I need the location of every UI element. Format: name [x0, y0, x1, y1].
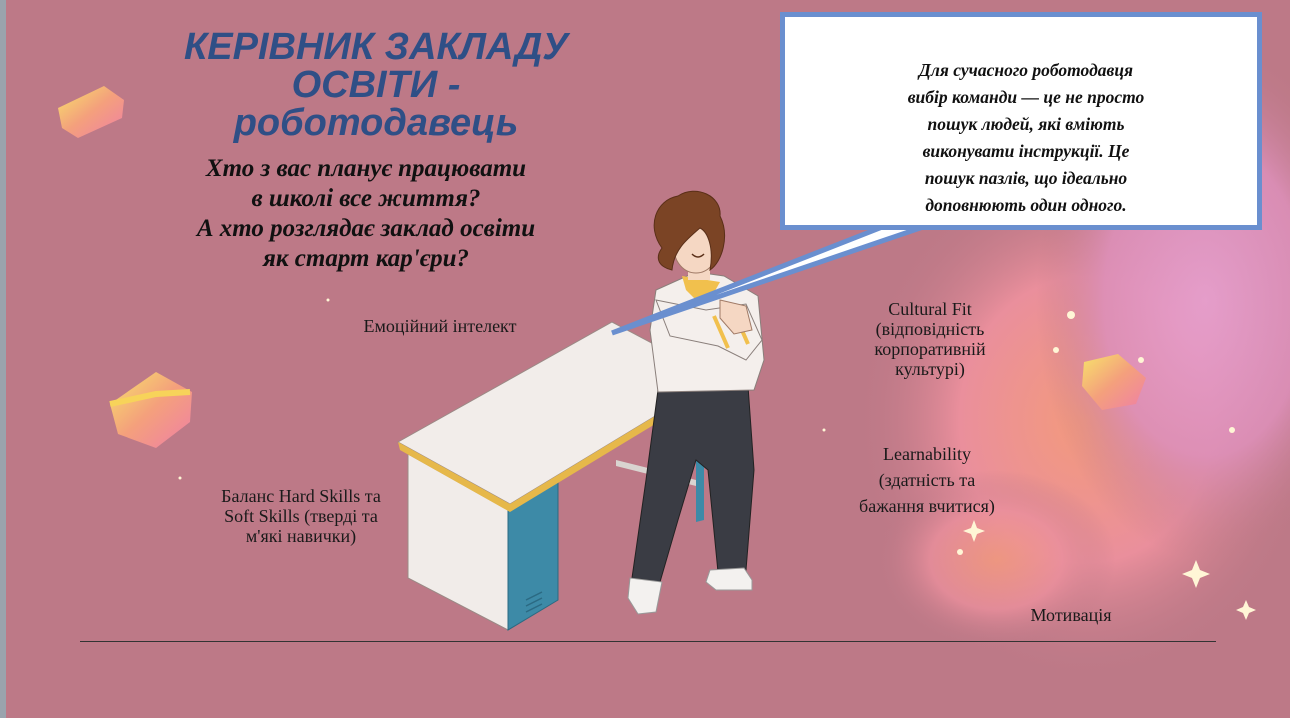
- bottom-divider: [80, 641, 1216, 642]
- presentation-slide: [6, 0, 1290, 718]
- callout-line: виконувати інструкції. Це: [922, 141, 1130, 161]
- question-line: як старт кар'єри?: [263, 245, 469, 272]
- slide-question: [136, 154, 596, 274]
- label-line: (відповідність: [875, 319, 985, 339]
- label-cultural-fit: [842, 299, 1018, 379]
- label-line: Soft Skills (тверді та: [224, 506, 378, 526]
- question-line: А хто розглядає заклад освіти: [196, 215, 536, 242]
- label-line: корпоративній: [874, 339, 986, 359]
- label-line: м'які навички): [245, 526, 357, 546]
- callout-line: пошук людей, які вміють: [927, 114, 1125, 134]
- title-line: роботодавець: [233, 102, 519, 144]
- gem-shape-left: [110, 372, 192, 448]
- label-line: Learnability: [883, 444, 971, 464]
- callout-line: доповнюють один одного.: [925, 195, 1127, 215]
- gem-shape-top-left: [58, 86, 124, 138]
- callout-line: вибір команди — це не просто: [907, 87, 1145, 107]
- label-motivation: Мотивація: [1030, 605, 1112, 625]
- label-line: Баланс Hard Skills та: [221, 486, 381, 506]
- label-emotional-intelligence: Емоційний інтелект: [363, 316, 517, 336]
- callout-text: [845, 57, 1207, 219]
- label-skills-balance: [186, 486, 416, 546]
- label-learnability: [832, 441, 1022, 519]
- callout-line: пошук пазлів, що ідеально: [924, 168, 1128, 188]
- label-line: Cultural Fit: [888, 299, 972, 319]
- label-line: культурі): [895, 359, 965, 379]
- question-line: Хто з вас планує працювати: [205, 155, 527, 182]
- label-line: бажання вчитися): [859, 496, 995, 516]
- question-line: в школі все життя?: [251, 185, 481, 212]
- label-line: (здатність та: [878, 470, 976, 490]
- slide-title: [146, 28, 606, 142]
- quote-callout: [780, 12, 1262, 230]
- title-line: ОСВІТИ -: [291, 64, 461, 106]
- callout-line: Для сучасного роботодавця: [918, 60, 1134, 80]
- title-line: КЕРІВНИК ЗАКЛАДУ: [183, 26, 569, 68]
